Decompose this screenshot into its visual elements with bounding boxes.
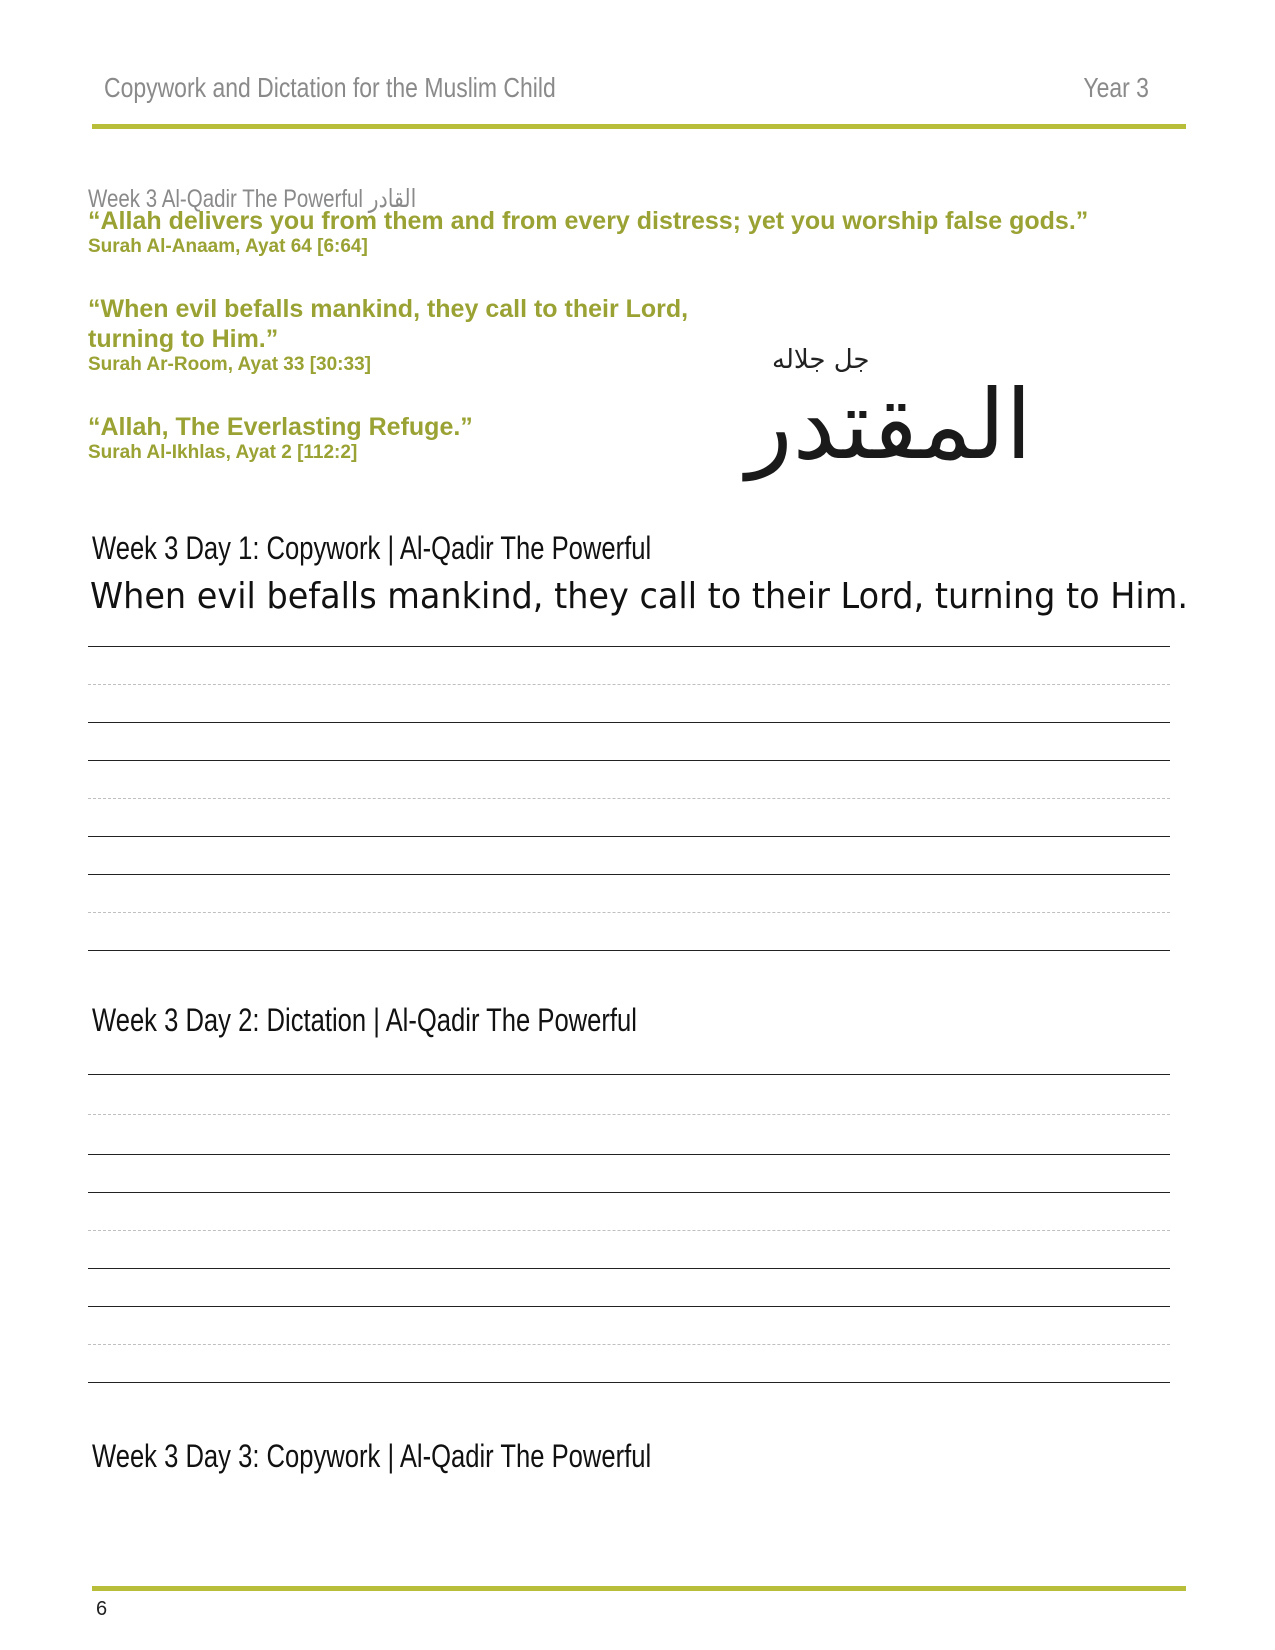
document-title: Copywork and Dictation for the Muslim Child — [104, 72, 556, 103]
writing-line-base[interactable] — [88, 1154, 1170, 1155]
writing-line-top[interactable] — [88, 646, 1170, 647]
page-number: 6 — [96, 1598, 108, 1620]
honorific-text: جل جلاله — [772, 345, 870, 375]
writing-line-top[interactable] — [88, 1306, 1170, 1307]
writing-line-mid — [88, 912, 1170, 913]
day3-title: Week 3 Day 3: Copywork | Al-Qadir The Powerful — [92, 1438, 652, 1474]
day2-title: Week 3 Day 2: Dictation | Al-Qadir The Powerful — [92, 1002, 637, 1038]
quote-2-line-1: “When evil befalls mankind, they call to their Lord, — [88, 295, 689, 323]
year-label: Year 3 — [1083, 72, 1149, 103]
calligraphy-text: المقتدر — [746, 369, 1032, 481]
al-muqtadir-calligraphy — [732, 318, 1052, 488]
writing-line-base[interactable] — [88, 1268, 1170, 1269]
writing-line-mid — [88, 1344, 1170, 1345]
footer-rule — [92, 1586, 1186, 1591]
writing-line-mid — [88, 798, 1170, 799]
writing-line-mid — [88, 684, 1170, 685]
writing-line-top[interactable] — [88, 1192, 1170, 1193]
writing-line-base[interactable] — [88, 836, 1170, 837]
copywork-sentence: When evil befalls mankind, they call to their Lord, turning to Him. — [90, 576, 1188, 617]
quote-1-reference: Surah Al-Anaam, Ayat 64 [6:64] — [88, 236, 368, 257]
writing-line-mid — [88, 1230, 1170, 1231]
quote-1: “Allah delivers you from them and from every distress; yet you worship false gods.” — [88, 207, 1089, 235]
writing-line-mid — [88, 1114, 1170, 1115]
writing-line-base[interactable] — [88, 1382, 1170, 1383]
day1-title: Week 3 Day 1: Copywork | Al-Qadir The Powerful — [92, 530, 652, 566]
header-rule — [92, 124, 1186, 129]
writing-line-top[interactable] — [88, 874, 1170, 875]
writing-line-base[interactable] — [88, 950, 1170, 951]
quote-3-reference: Surah Al-Ikhlas, Ayat 2 [112:2] — [88, 442, 358, 463]
writing-line-base[interactable] — [88, 722, 1170, 723]
quote-2-reference: Surah Ar-Room, Ayat 33 [30:33] — [88, 354, 371, 375]
writing-line-top[interactable] — [88, 760, 1170, 761]
writing-line-top[interactable] — [88, 1074, 1170, 1075]
quote-3: “Allah, The Everlasting Refuge.” — [88, 413, 473, 441]
week-title: Week 3 Al-Qadir The Powerful القادر — [88, 185, 417, 213]
quote-2-line-2: turning to Him.” — [88, 325, 279, 353]
